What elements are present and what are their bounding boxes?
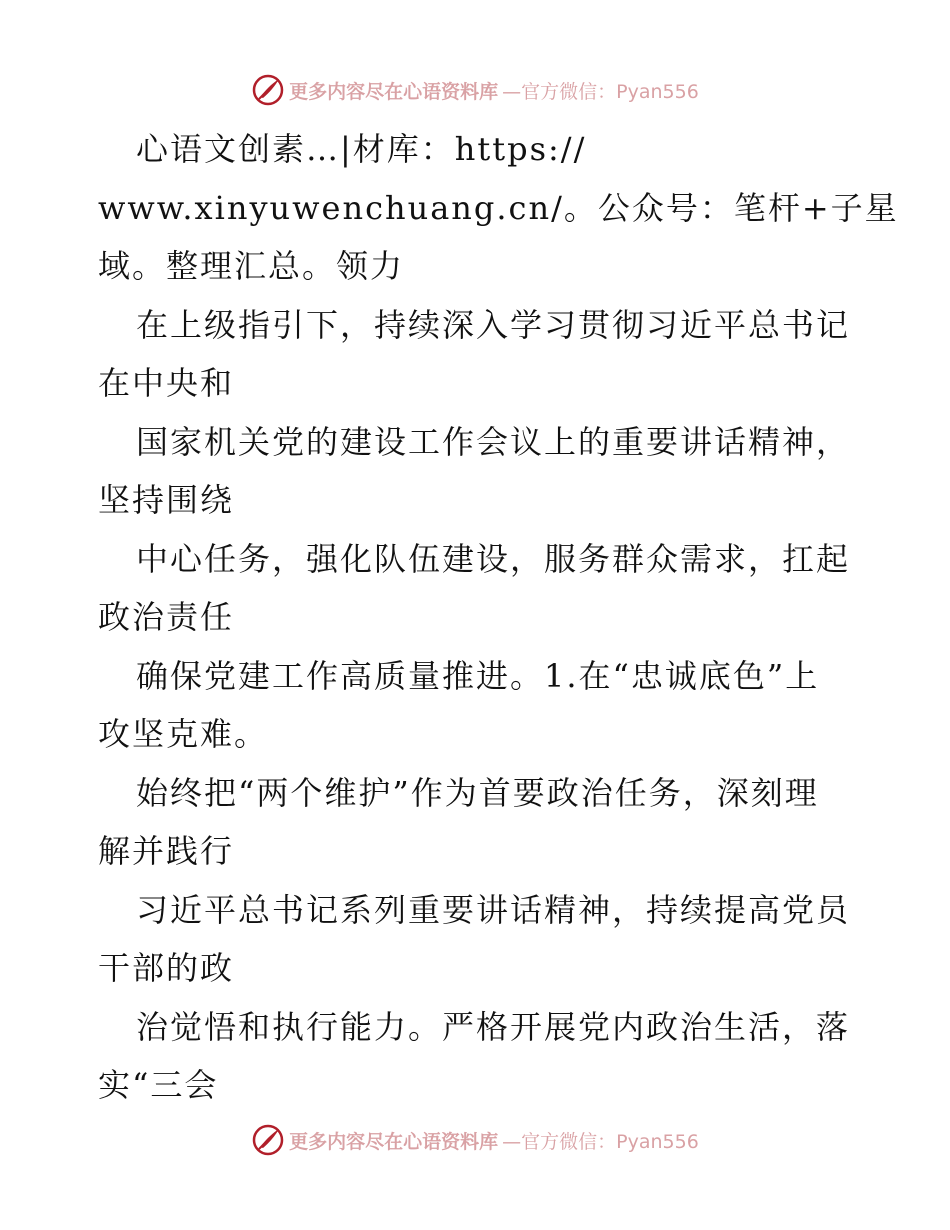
watermark-text: 更多内容尽在心语资料库	[289, 1130, 499, 1153]
watermark-contact: —官方微信：Pyan556	[502, 80, 699, 103]
text-line: 始终把“两个维护”作为首要政治任务，深刻理	[136, 773, 819, 812]
text-line: 坚持围绕	[98, 481, 235, 519]
quill-seal-icon	[251, 1123, 285, 1157]
text-line: 心语文创素…|材库：https://	[136, 130, 587, 168]
watermark-contact: —官方微信：Pyan556	[502, 1130, 699, 1153]
text-line: 国家机关党的建设工作会议上的重要讲话精神，	[136, 422, 851, 461]
text-line: 政治责任	[98, 598, 235, 636]
text-line: 解并践行	[98, 832, 235, 870]
text-line: 在上级指引下，持续深入学习贯彻习近平总书记	[136, 305, 851, 344]
header-watermark	[0, 70, 950, 110]
text-line: 中心任务，强化队伍建设，服务群众需求，扛起	[136, 539, 851, 578]
watermark-text: 更多内容尽在心语资料库	[289, 80, 499, 103]
text-line: 域。整理汇总。领力	[98, 247, 405, 285]
document-body	[98, 120, 899, 1115]
text-line: 攻坚克难。	[98, 715, 269, 753]
text-line: 干部的政	[98, 949, 235, 987]
quill-seal-icon	[251, 73, 285, 107]
text-line: 治觉悟和执行能力。严格开展党内政治生活，落	[136, 1007, 851, 1046]
text-line: 实“三会	[98, 1066, 219, 1104]
footer-watermark	[0, 1120, 950, 1160]
text-line: www.xinyuwenchuang.cn/。公众号：笔杆+子星	[98, 188, 899, 227]
text-line: 在中央和	[98, 364, 235, 402]
text-line: 习近平总书记系列重要讲话精神，持续提高党员	[136, 890, 851, 929]
text-line: 确保党建工作高质量推进。1.在“忠诚底色”上	[136, 656, 820, 695]
